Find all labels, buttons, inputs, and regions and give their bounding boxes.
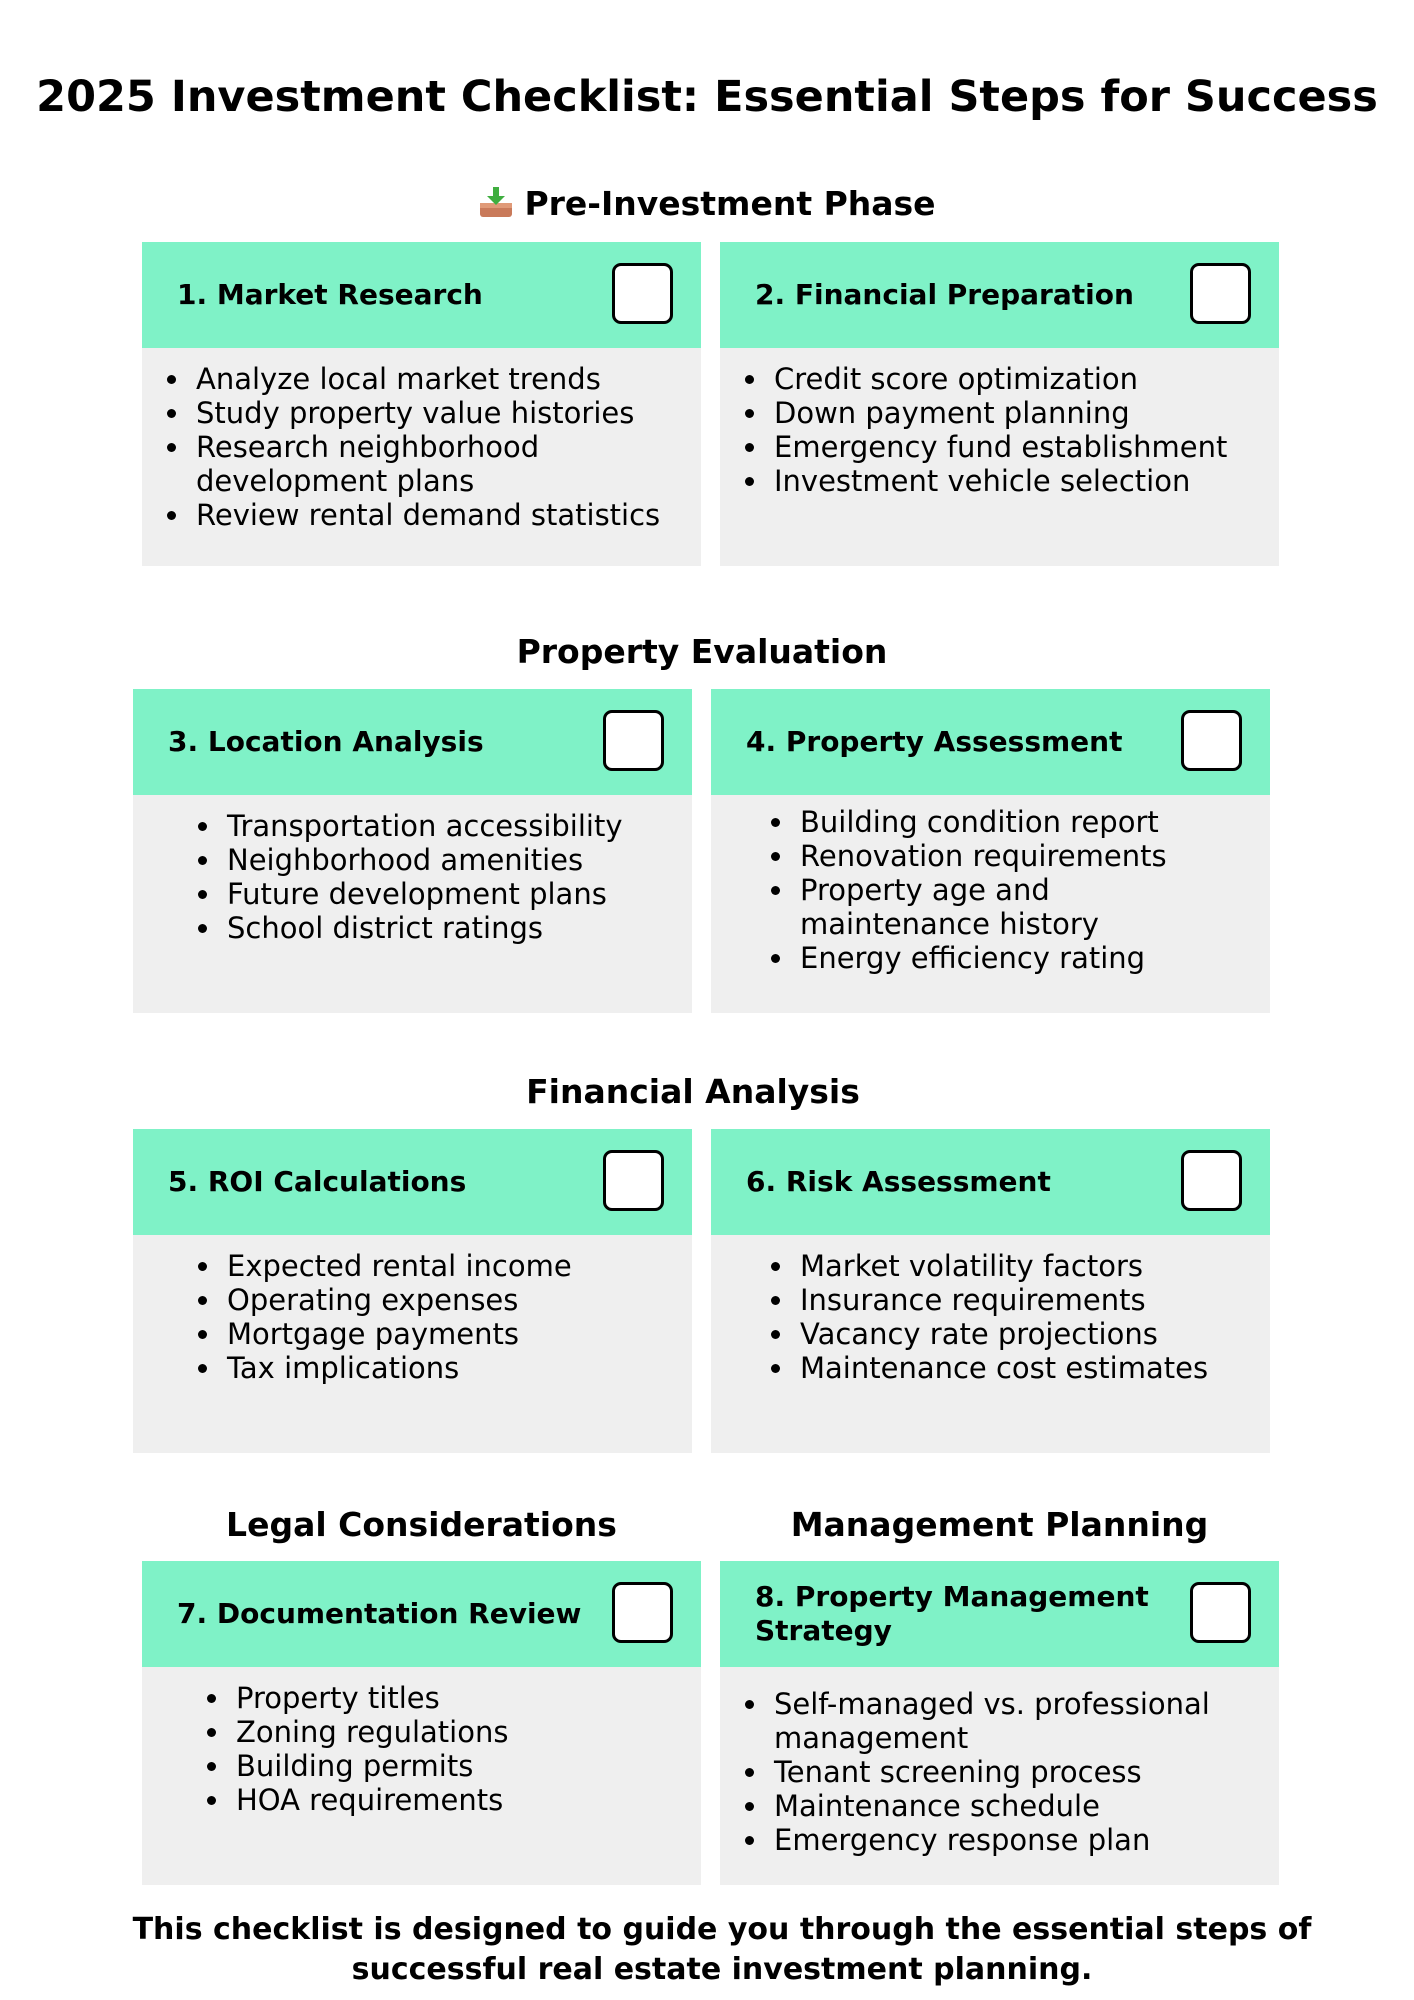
item-list [142, 348, 662, 532]
checklist-card-roi-calculations [133, 1129, 692, 1453]
list-item: • Expected rental income [223, 1249, 663, 1283]
checklist-card-risk-assessment [711, 1129, 1270, 1453]
checklist-card-property-management-strategy [720, 1561, 1279, 1885]
item-list [711, 1235, 1236, 1385]
checkbox[interactable] [1190, 1582, 1251, 1643]
list-item: • Transportation accessibility [223, 809, 663, 843]
list-item: • Emergency response plan [770, 1823, 1210, 1857]
item-list [142, 1667, 672, 1817]
checkbox[interactable] [1181, 710, 1242, 771]
list-item: • Maintenance cost estimates [796, 1351, 1236, 1385]
item-list [720, 1667, 1210, 1857]
card-title: 5. ROI Calculations [168, 1165, 467, 1198]
card-header [720, 242, 1279, 348]
list-item: • Property age and maintenance history [796, 873, 1196, 941]
list-item: • Future development plans [223, 877, 663, 911]
section-financial-analysis: Financial Analysis [526, 1072, 860, 1111]
list-item: • Down payment planning [770, 396, 1260, 430]
list-item: • Study property value histories [192, 396, 662, 430]
card-header [142, 242, 701, 348]
card-title: 1. Market Research [177, 278, 483, 311]
section-management-planning: Management Planning [790, 1505, 1209, 1544]
checkbox[interactable] [1181, 1150, 1242, 1211]
item-list [133, 795, 663, 945]
item-list [133, 1235, 663, 1385]
card-header [711, 689, 1270, 795]
checkbox[interactable] [1190, 263, 1251, 324]
list-item: • Credit score optimization [770, 362, 1260, 396]
list-item: • Analyze local market trends [192, 362, 662, 396]
card-title: 7. Documentation Review [177, 1597, 582, 1630]
list-item: • Building condition report [796, 805, 1196, 839]
section-legal-considerations: Legal Considerations [226, 1505, 617, 1544]
footer-note: This checklist is designed to guide you through the essential steps of successful real estate investment planning. [132, 1912, 1312, 1987]
card-header [711, 1129, 1270, 1235]
checklist-card-financial-preparation [720, 242, 1279, 566]
card-header [142, 1561, 701, 1667]
list-item: • Investment vehicle selection [770, 464, 1260, 498]
list-item: • Property titles [232, 1681, 672, 1715]
checklist-card-market-research [142, 242, 701, 566]
inbox-tray-icon [478, 185, 514, 227]
list-item: • School district ratings [223, 911, 663, 945]
list-item: • Emergency fund establishment [770, 430, 1260, 464]
page-title: 2025 Investment Checklist: Essential Steps for Success [36, 72, 1378, 122]
card-title: 2. Financial Preparation [755, 278, 1134, 311]
checklist-card-location-analysis [133, 689, 692, 1013]
checkbox[interactable] [612, 263, 673, 324]
section-pre-investment: Pre-Investment Phase [0, 184, 1414, 227]
list-item: • Neighborhood amenities [223, 843, 663, 877]
list-item: • Insurance requirements [796, 1283, 1236, 1317]
card-header [720, 1561, 1279, 1667]
list-item: • Building permits [232, 1749, 672, 1783]
card-header [133, 689, 692, 795]
list-item: • Zoning regulations [232, 1715, 672, 1749]
checkbox[interactable] [603, 710, 664, 771]
checkbox[interactable] [612, 1582, 673, 1643]
card-header [133, 1129, 692, 1235]
checklist-card-property-assessment [711, 689, 1270, 1013]
list-item: • Tax implications [223, 1351, 663, 1385]
list-item: • Vacancy rate projections [796, 1317, 1236, 1351]
list-item: • Review rental demand statistics [192, 498, 662, 532]
list-item: • Market volatility factors [796, 1249, 1236, 1283]
list-item: • Tenant screening process [770, 1755, 1210, 1789]
list-item: • Research neighborhood development plans [192, 430, 662, 498]
list-item: • Energy efficiency rating [796, 941, 1196, 975]
card-title: 6. Risk Assessment [746, 1165, 1051, 1198]
checkbox[interactable] [603, 1150, 664, 1211]
list-item: • HOA requirements [232, 1783, 672, 1817]
section-property-evaluation: Property Evaluation [516, 632, 888, 671]
list-item: • Maintenance schedule [770, 1789, 1210, 1823]
list-item: • Mortgage payments [223, 1317, 663, 1351]
list-item: • Self-managed vs. professional management [770, 1687, 1210, 1755]
list-item: • Renovation requirements [796, 839, 1196, 873]
checklist-card-documentation-review [142, 1561, 701, 1885]
card-title: 8. Property Management Strategy [755, 1580, 1149, 1647]
item-list [720, 348, 1260, 498]
item-list [711, 795, 1196, 975]
card-title: 3. Location Analysis [168, 725, 484, 758]
list-item: • Operating expenses [223, 1283, 663, 1317]
card-title: 4. Property Assessment [746, 725, 1123, 758]
